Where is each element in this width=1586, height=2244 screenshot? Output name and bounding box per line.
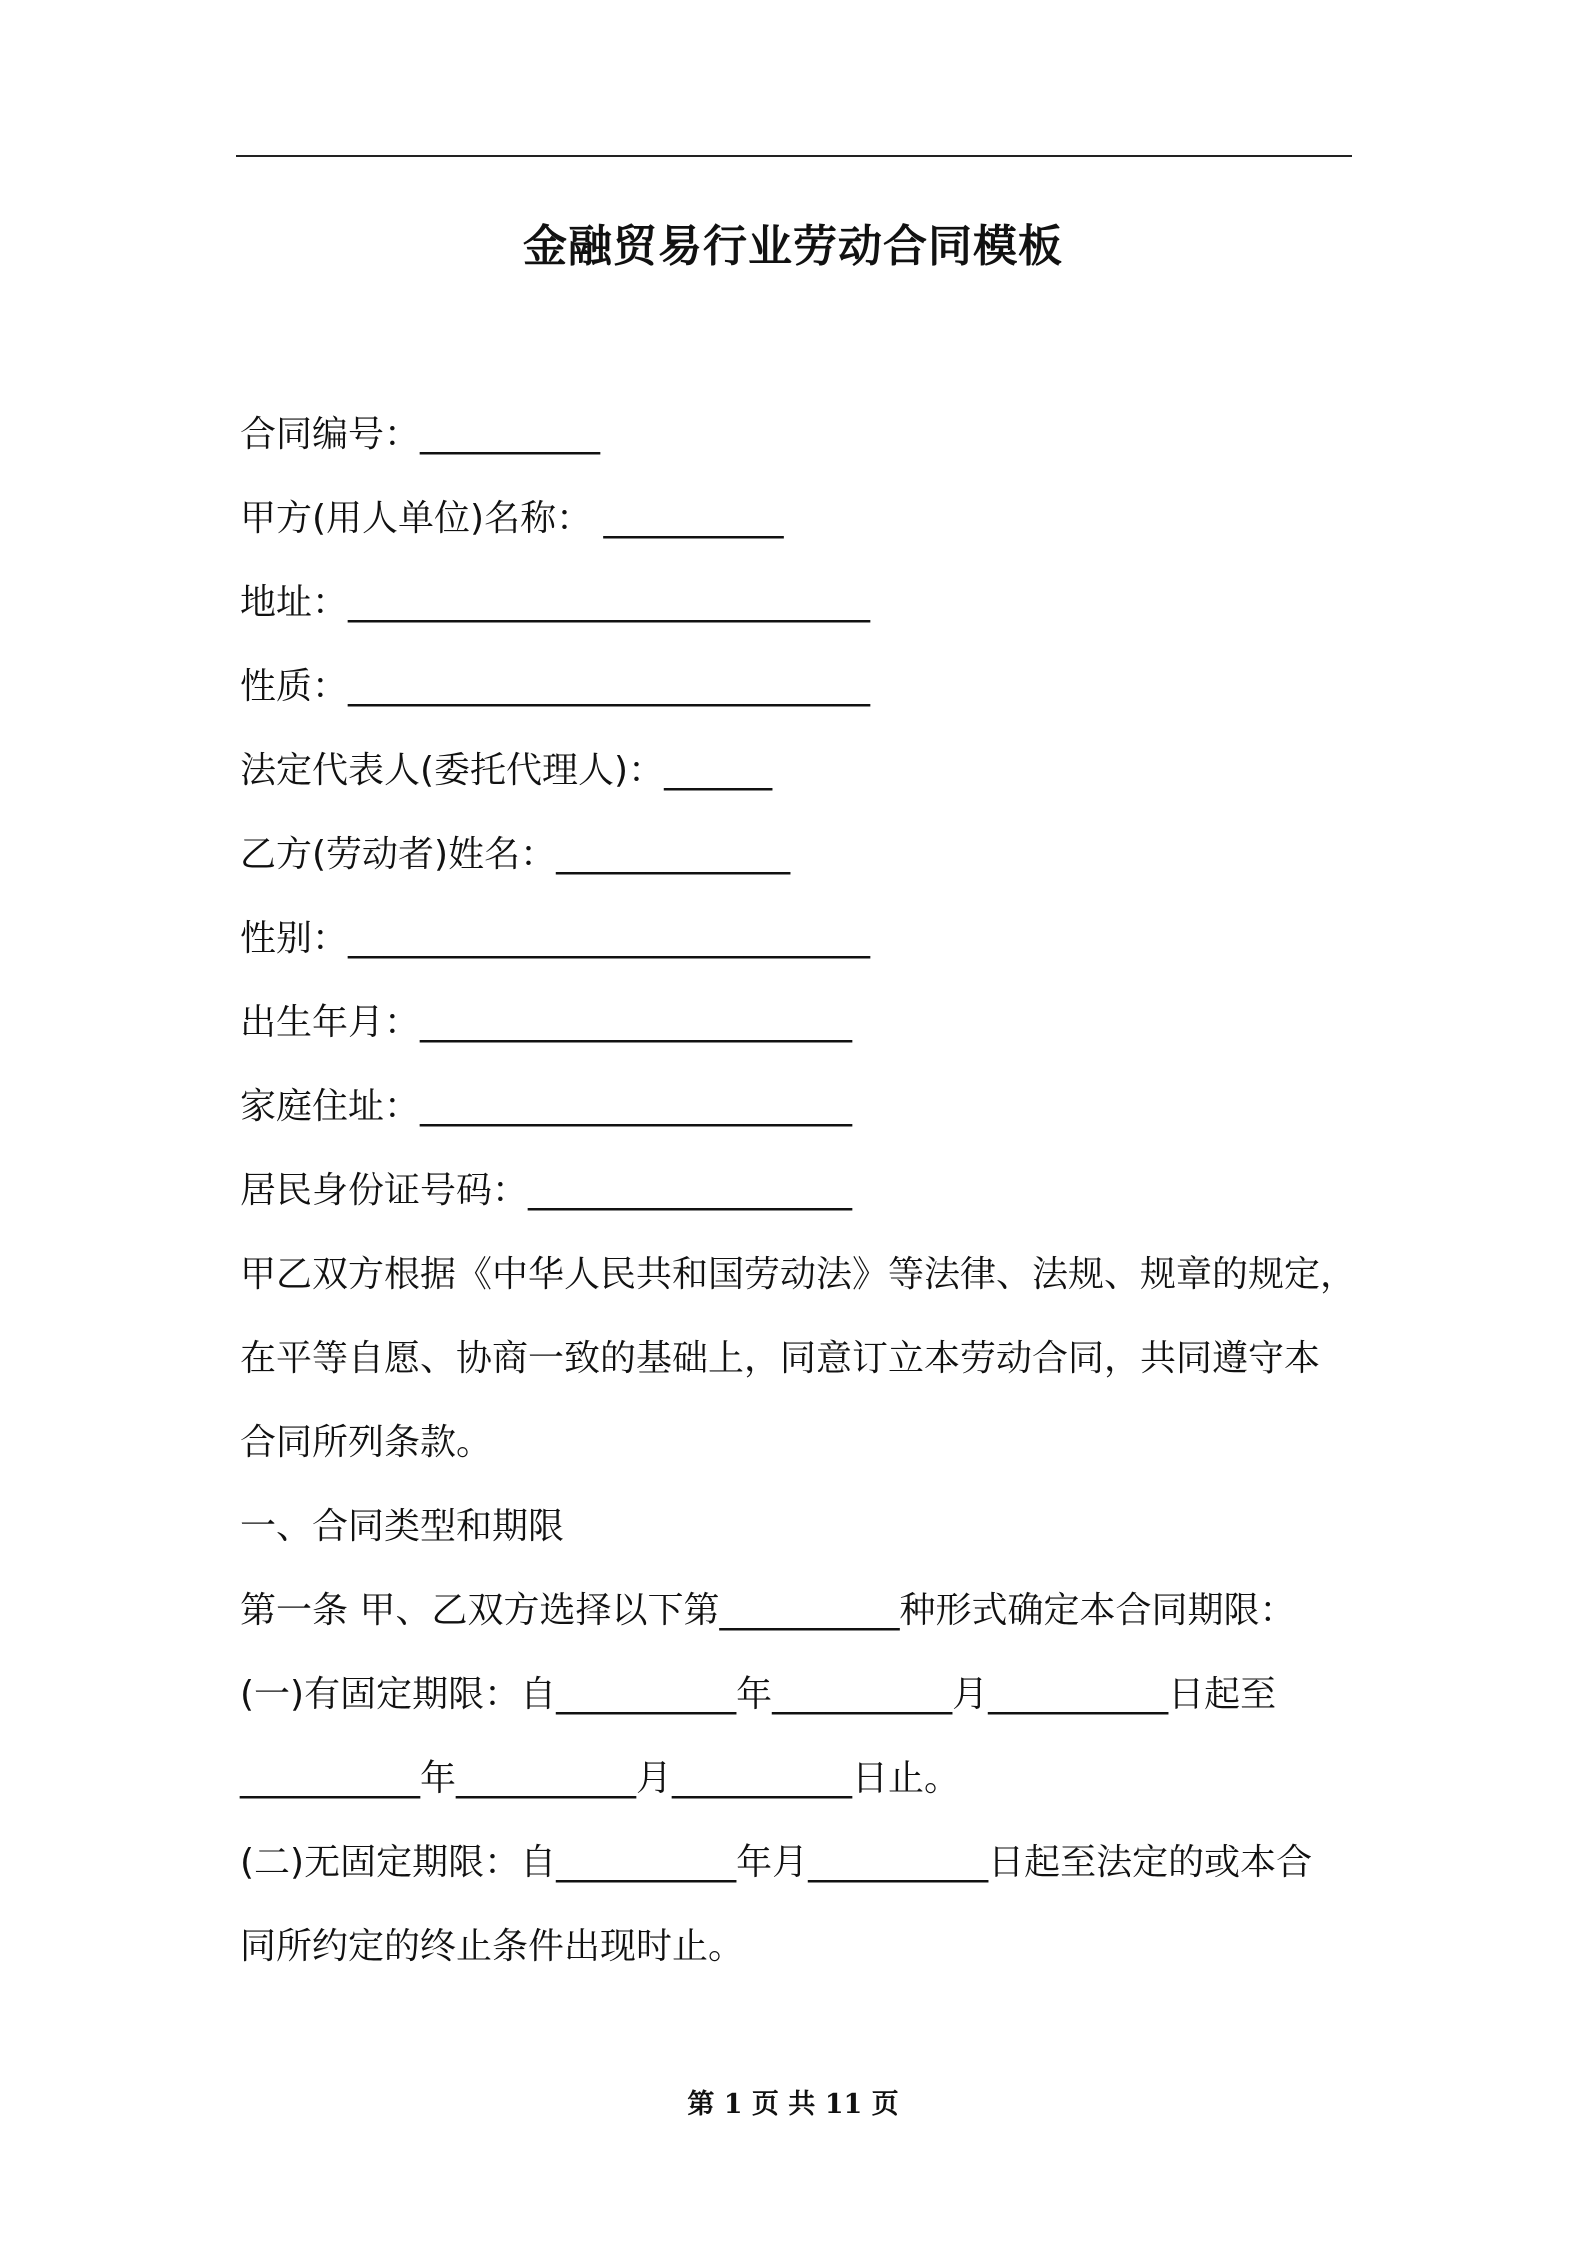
document-title: 金融贸易行业劳动合同模板 <box>523 221 1063 272</box>
intro-paragraph-line-3: 合同所列条款。 <box>240 1422 493 1463</box>
fixed-term-line-2: __________年__________月__________日止。 <box>240 1758 961 1799</box>
intro-paragraph-line-2: 在平等自愿、协商一致的基础上，同意订立本劳动合同，共同遵守本 <box>240 1338 1321 1379</box>
open-term-line-2: 同所约定的终止条件出现时止。 <box>240 1926 745 1967</box>
employer-name-field: 甲方(用人单位)名称： __________ <box>240 498 784 539</box>
header-rule <box>236 155 1352 157</box>
contract-number-field: 合同编号：__________ <box>240 414 601 455</box>
employee-name-field: 乙方(劳动者)姓名：_____________ <box>240 834 791 875</box>
page-footer: 第 1 页 共 11 页 <box>687 2089 899 2120</box>
address-field: 地址：_____________________________ <box>240 582 871 623</box>
gender-field: 性别：_____________________________ <box>240 918 871 959</box>
article-one: 第一条 甲、乙双方选择以下第__________种形式确定本合同期限： <box>240 1590 1296 1631</box>
id-number-field: 居民身份证号码：__________________ <box>240 1170 853 1211</box>
intro-paragraph-line-1: 甲乙双方根据《中华人民共和国劳动法》等法律、法规、规章的规定， <box>240 1254 1357 1295</box>
fixed-term-line-1: (一)有固定期限：自__________年__________月__________日起至 <box>240 1674 1277 1715</box>
nature-field: 性质：_____________________________ <box>240 666 871 707</box>
section-heading: 一、合同类型和期限 <box>240 1506 565 1547</box>
birth-date-field: 出生年月：________________________ <box>240 1002 853 1043</box>
legal-representative-field: 法定代表人(委托代理人)：______ <box>240 750 773 791</box>
home-address-field: 家庭住址：________________________ <box>240 1086 853 1127</box>
open-term-line-1: (二)无固定期限：自__________年月__________日起至法定的或本合 <box>240 1842 1313 1883</box>
